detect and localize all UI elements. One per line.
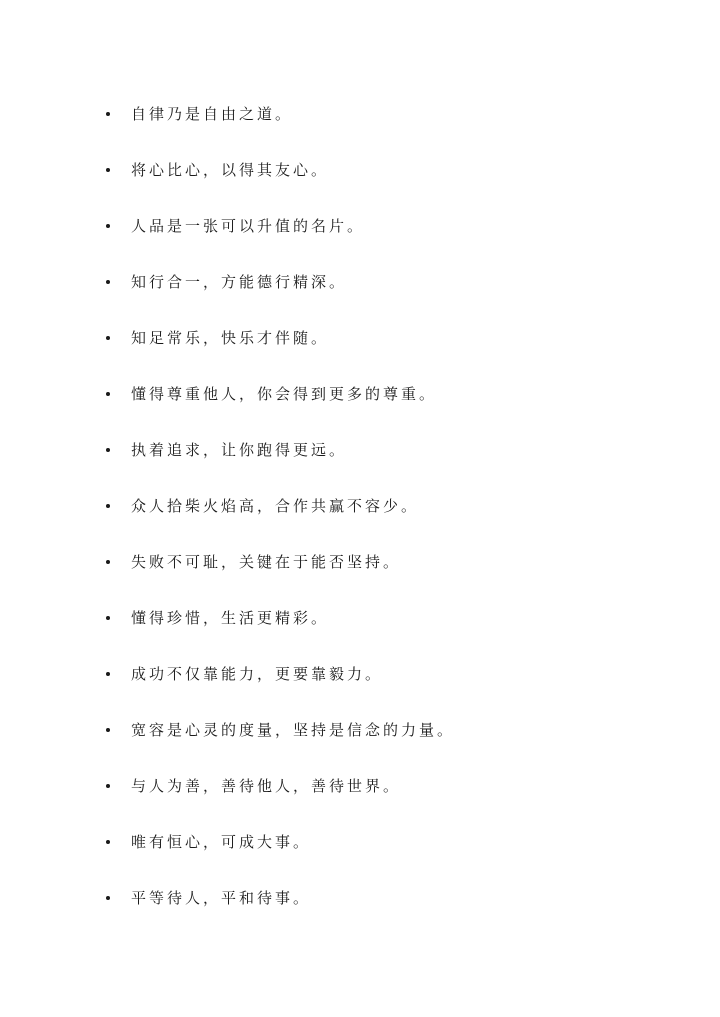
bullet-icon <box>106 616 110 620</box>
list-item <box>106 366 666 422</box>
quote-text: 懂得尊重他人，你会得到更多的尊重。 <box>131 385 438 403</box>
bullet-icon <box>106 840 110 844</box>
list-item <box>106 534 666 590</box>
quote-text: 失败不可耻，关键在于能否坚持。 <box>131 553 402 571</box>
list-item <box>106 758 666 814</box>
bullet-icon <box>106 168 110 172</box>
list-item <box>106 86 666 142</box>
quote-text: 唯有恒心，可成大事。 <box>131 833 312 851</box>
bullet-icon <box>106 896 110 900</box>
quote-text: 成功不仅靠能力，更要靠毅力。 <box>131 665 384 683</box>
list-item <box>106 142 666 198</box>
quote-list <box>106 86 666 926</box>
list-item <box>106 478 666 534</box>
bullet-icon <box>106 784 110 788</box>
bullet-icon <box>106 392 110 396</box>
quote-text: 懂得珍惜，生活更精彩。 <box>131 609 330 627</box>
bullet-icon <box>106 672 110 676</box>
quote-text: 执着追求，让你跑得更远。 <box>131 441 348 459</box>
bullet-icon <box>106 224 110 228</box>
bullet-icon <box>106 280 110 284</box>
bullet-icon <box>106 336 110 340</box>
list-item <box>106 702 666 758</box>
bullet-icon <box>106 560 110 564</box>
quote-text: 与人为善，善待他人，善待世界。 <box>131 777 402 795</box>
list-item <box>106 814 666 870</box>
list-item <box>106 590 666 646</box>
quote-text: 宽容是心灵的度量，坚持是信念的力量。 <box>131 721 456 739</box>
quote-text: 人品是一张可以升值的名片。 <box>131 217 366 235</box>
list-item <box>106 870 666 926</box>
quote-text: 平等待人，平和待事。 <box>131 889 312 907</box>
list-item <box>106 646 666 702</box>
quote-text: 自律乃是自由之道。 <box>131 105 294 123</box>
bullet-icon <box>106 728 110 732</box>
list-item <box>106 198 666 254</box>
bullet-icon <box>106 504 110 508</box>
bullet-icon <box>106 112 110 116</box>
bullet-icon <box>106 448 110 452</box>
list-item <box>106 254 666 310</box>
quote-text: 众人拾柴火焰高，合作共赢不容少。 <box>131 497 420 515</box>
quote-text: 知行合一，方能德行精深。 <box>131 273 348 291</box>
list-item <box>106 310 666 366</box>
quote-text: 知足常乐，快乐才伴随。 <box>131 329 330 347</box>
quote-text: 将心比心，以得其友心。 <box>131 161 330 179</box>
list-item <box>106 422 666 478</box>
